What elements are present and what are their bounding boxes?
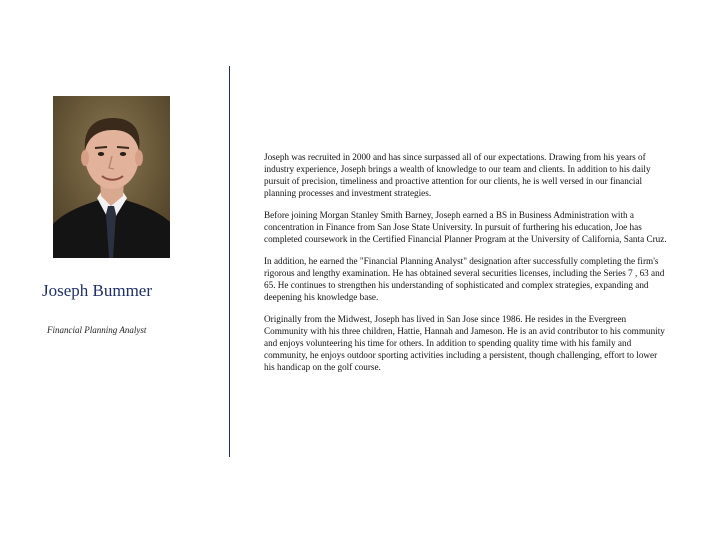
profile-photo	[53, 96, 170, 258]
vertical-divider	[229, 66, 230, 457]
portrait-image	[53, 96, 170, 258]
bio-paragraph: Joseph was recruited in 2000 and has since surpassed all of our expectations. Drawing from his years of industry experience, Joseph brings a wealth of knowledge to our team and clients. In addition to his daily pursuit of precision, timeliness and proactive attention for our clients, he is well versed in our financial planning processes and investment strategies.	[264, 152, 651, 198]
bio-paragraph: In addition, he earned the "Financial Planning Analyst" designation after successfully completing the firm's rigorous and lengthy examination. He has obtained several securities licenses, including the Series 7 , 63 and 65. He continues to strengthen his understanding of sophisticated and complex strategies, expanding and deepening his knowledge base.	[264, 256, 665, 302]
bio-paragraph: Originally from the Midwest, Joseph has lived in San Jose since 1986. He resides in the Evergreen Community with his three children, Hattie, Hannah and Jameson. He is an avid contributor to his community and enjoys volunteering his time for others. In addition to spending quality time with his family and community, he enjoys outdoor sporting activities including a persistent, though challenging, effort to lower his handicap on the golf course.	[264, 314, 665, 372]
biography	[264, 151, 670, 383]
person-title: Financial Planning Analyst	[47, 325, 147, 335]
person-name: Joseph Bummer	[42, 281, 153, 300]
bio-paragraph: Before joining Morgan Stanley Smith Barney, Joseph earned a BS in Business Administration with a concentration in Finance from San Jose State University. In pursuit of furthering his education, Joe has completed coursework in the Certified Financial Planner Program at the University of California, Santa Cruz.	[264, 210, 667, 244]
